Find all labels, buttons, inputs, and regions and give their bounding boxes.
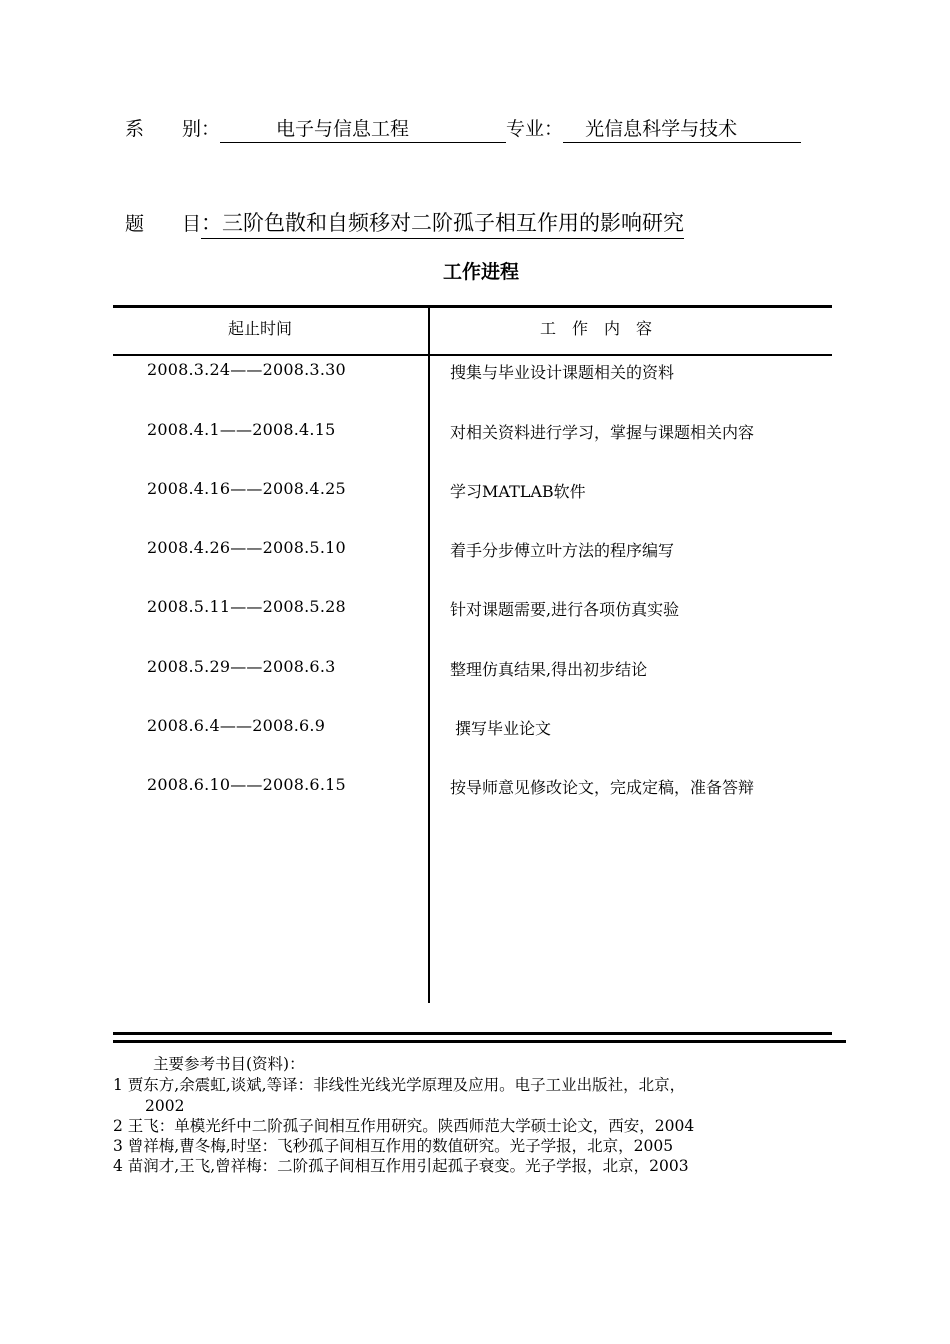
row-6-content: 整理仿真结果,得出初步结论	[450, 660, 648, 679]
table-bottom-rule-2	[113, 1040, 846, 1043]
row-3-content: 学习MATLAB软件	[450, 482, 586, 501]
department-label: 系 别	[125, 118, 202, 140]
row-1-time: 2008.3.24——2008.3.30	[147, 360, 346, 379]
topic-label: 题 目	[125, 213, 202, 235]
table-top-rule	[113, 305, 832, 308]
table-header-time: 起止时间	[228, 319, 293, 338]
row-8-time: 2008.6.10——2008.6.15	[147, 775, 346, 794]
reference-2: 2 王飞：单模光纤中二阶孤子间相互作用研究。陕西师范大学硕士论文，西安，2004	[113, 1117, 695, 1135]
row-2-time: 2008.4.1——2008.4.15	[147, 420, 336, 439]
topic-value-wrap	[201, 207, 684, 239]
topic-value: 三阶色散和自频移对二阶孤子相互作用的影响研究	[222, 211, 685, 235]
row-4-content: 着手分步傅立叶方法的程序编写	[450, 541, 675, 560]
row-7-time: 2008.6.4——2008.6.9	[147, 716, 326, 735]
row-7-content: 撰写毕业论文	[455, 719, 552, 738]
row-2-content: 对相关资料进行学习，掌握与课题相关内容	[450, 423, 755, 442]
topic-line	[125, 207, 684, 239]
reference-3: 3 曾祥梅,曹冬梅,时坚：飞秒孤子间相互作用的数值研究。光子学报，北京，2005	[113, 1137, 674, 1155]
row-4-time: 2008.4.26——2008.5.10	[147, 538, 346, 557]
department-colon: ：	[201, 118, 221, 140]
row-6-time: 2008.5.29——2008.6.3	[147, 657, 336, 676]
department-value: 电子与信息工程	[220, 114, 506, 143]
row-5-time: 2008.5.11——2008.5.28	[147, 597, 346, 616]
section-title: 工作进程	[442, 261, 519, 283]
references-title: 主要参考书目(资料)：	[153, 1055, 305, 1073]
row-5-content: 针对课题需要,进行各项仿真实验	[450, 600, 680, 619]
major-colon: ：	[544, 118, 564, 140]
major-label: 专业	[506, 118, 545, 140]
row-1-content: 搜集与毕业设计课题相关的资料	[450, 363, 675, 382]
row-3-time: 2008.4.16——2008.4.25	[147, 479, 346, 498]
row-8-content: 按导师意见修改论文，完成定稿，准备答辩	[450, 778, 755, 797]
table-column-divider	[428, 306, 430, 1003]
table-bottom-rule-1	[113, 1032, 832, 1035]
reference-4: 4 苗润才,王飞,曾祥梅：二阶孤子间相互作用引起孤子衰变。光子学报，北京，2003	[113, 1157, 689, 1175]
topic-colon: ：	[201, 211, 223, 235]
reference-1: 1 贾东方,余震虹,谈斌,等译：非线性光线光学原理及应用。电子工业出版社，北京，	[113, 1076, 686, 1094]
table-header-content: 工 作 内 容	[540, 319, 653, 338]
reference-1-cont: 2002	[145, 1097, 185, 1115]
department-line	[125, 114, 801, 143]
table-header-rule	[113, 354, 832, 356]
major-value: 光信息科学与技术	[563, 114, 801, 143]
